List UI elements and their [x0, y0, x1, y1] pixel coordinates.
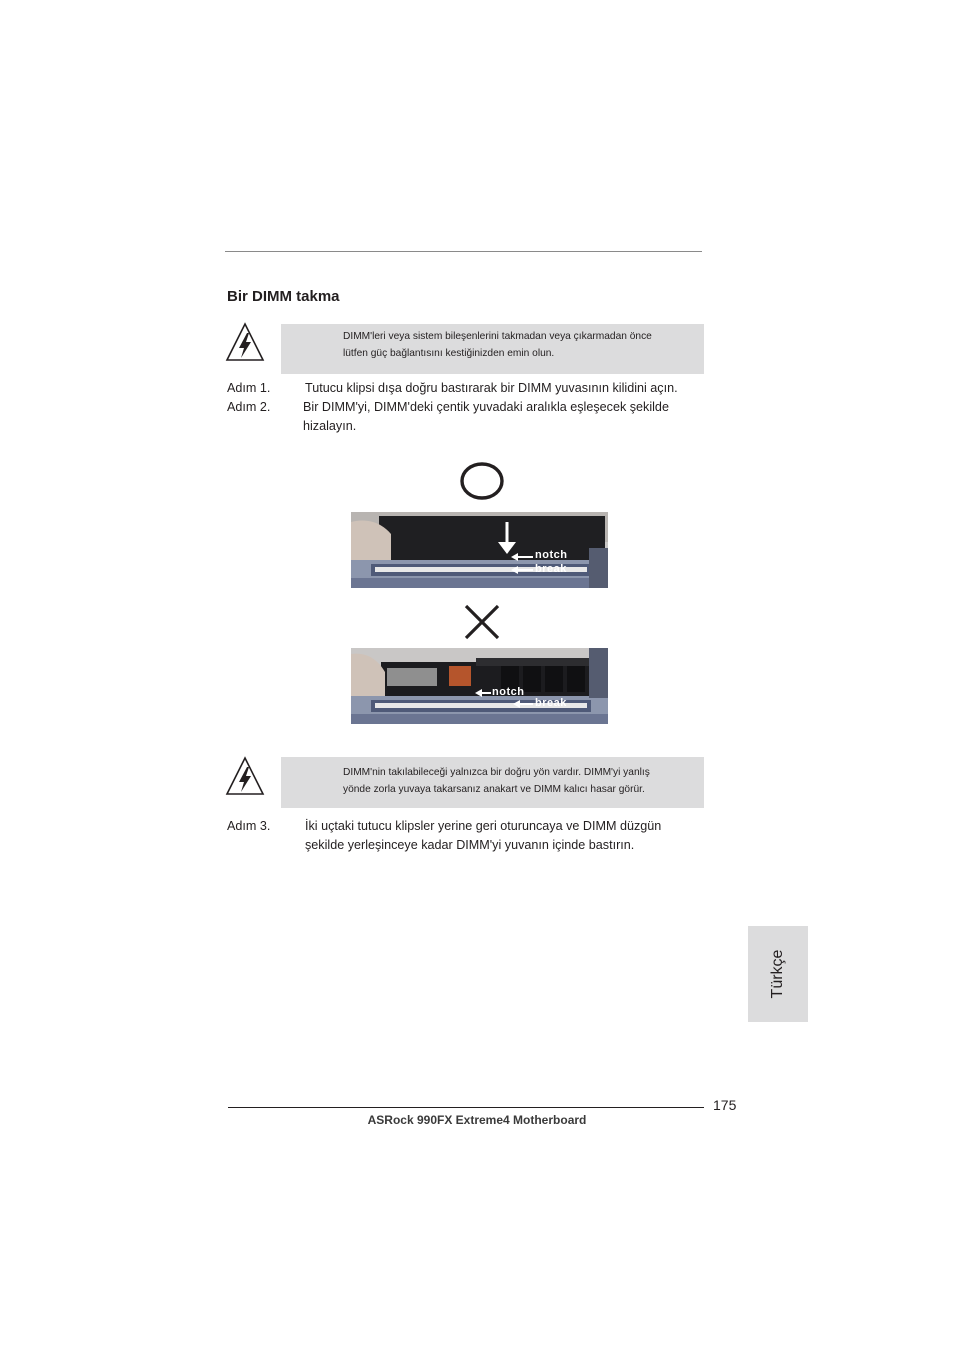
step-1-label: Adım 1. — [227, 381, 271, 395]
footer-product-name: ASRock 990FX Extreme4 Motherboard — [367, 1113, 587, 1127]
warning-note-2-line1: DIMM'nin takılabileceği yalnızca bir doğru yön vardır. DIMM'yi yanlış — [343, 767, 650, 778]
section-title: Bir DIMM takma — [227, 288, 340, 305]
warning-note-2 — [281, 757, 704, 808]
step-3-label: Adım 3. — [227, 819, 271, 833]
warning-note-2-line2: yönde zorla yuvaya takarsanız anakart ve DIMM kalıcı hasar görür. — [343, 784, 645, 795]
language-side-tab — [748, 926, 808, 1022]
step-3-text-line1: İki uçtaki tutucu klipsler yerine geri oturuncaya ve DIMM düzgün — [305, 819, 662, 833]
footer-divider — [228, 1107, 704, 1108]
warning-lightning-icon — [225, 756, 265, 796]
warning-note-1 — [281, 324, 704, 374]
step-2-label: Adım 2. — [227, 400, 271, 414]
page-number: 175 — [713, 1097, 737, 1113]
break-label: break — [535, 563, 567, 575]
step-1-text: Tutucu klipsi dışa doğru bastırarak bir DIMM yuvasının kilidini açın. — [305, 381, 678, 395]
correct-circle-icon — [458, 460, 506, 502]
dimm-correct-photo — [351, 512, 608, 588]
break-label: break — [535, 697, 567, 709]
notch-label: notch — [492, 686, 525, 698]
step-2-text-line1: Bir DIMM'yi, DIMM'deki çentik yuvadaki aralıkla eşleşecek şekilde — [303, 400, 669, 414]
top-divider — [225, 251, 702, 252]
notch-label: notch — [535, 549, 568, 561]
warning-lightning-icon — [225, 322, 265, 362]
dimm-wrong-photo — [351, 648, 608, 724]
language-side-tab-label: Türkçe — [769, 949, 786, 999]
step-3-text-line2: şekilde yerleşinceye kadar DIMM'yi yuvanın içinde bastırın. — [305, 838, 635, 852]
warning-note-1-line1: DIMM'leri veya sistem bileşenlerini takmadan veya çıkarmadan önce — [343, 331, 652, 342]
step-2-text-line2: hizalayın. — [303, 419, 357, 433]
wrong-cross-icon — [462, 603, 502, 641]
warning-note-1-line2: lütfen güç bağlantısını kestiğinizden emin olun. — [343, 348, 555, 359]
